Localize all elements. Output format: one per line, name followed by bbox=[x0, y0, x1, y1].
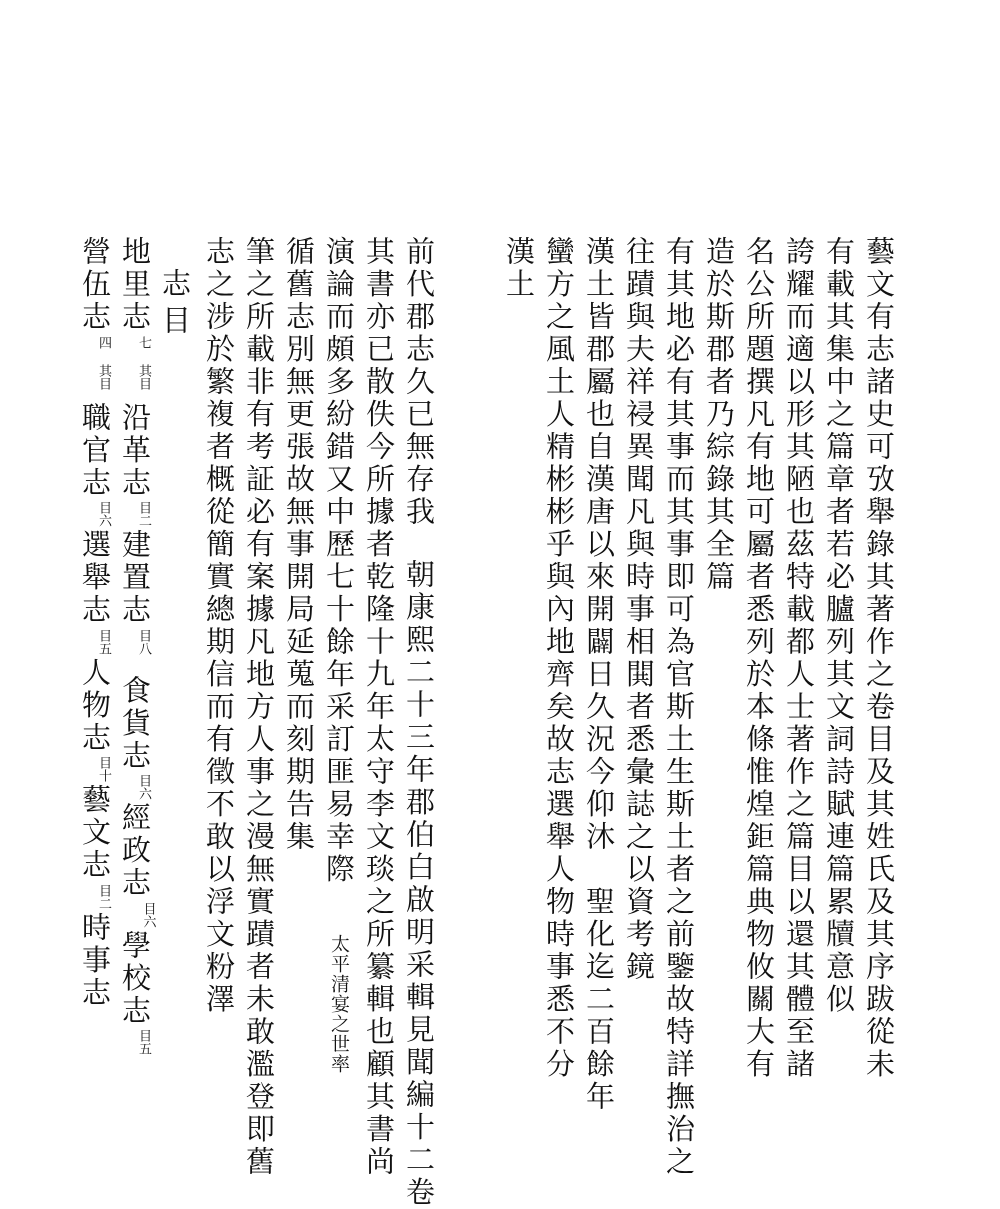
text-column-6: 有其地必有其事而其事即可為官斯土生斯土者之前鑒故特詳撫治之 bbox=[662, 236, 696, 1179]
text-column-1: 藝文有志諸史可攷舉錄其著作之卷目及其姓氏及其序跋從未 bbox=[862, 236, 896, 1081]
toc-note: 目六 bbox=[96, 501, 111, 527]
toc-note: 目六 bbox=[136, 774, 151, 800]
text-column-15: 筆之所載非有考証必有案據凡地方人事之漫無實蹟者未敢濫登即舊 bbox=[242, 236, 276, 1179]
text-segment-small: 太平清宴之世率 bbox=[328, 934, 350, 1074]
text-column-8: 漢土皆郡屬也自漢唐以來開闢日久況今仰沐 聖化迄二百餘年 bbox=[582, 236, 616, 1114]
toc-note: 目六 bbox=[140, 901, 156, 928]
toc-entry: 沿革志 bbox=[118, 401, 152, 499]
toc-entry: 職官志 bbox=[78, 401, 112, 499]
toc-row-2 bbox=[78, 236, 113, 1009]
text-segment: 演論而頗多紛錯又中歷七十餘年采訂匪易幸際 bbox=[322, 236, 356, 886]
toc-note: 七 其目 bbox=[136, 335, 151, 390]
toc-entry: 建置志 bbox=[118, 529, 152, 627]
toc-entry: 地里志 bbox=[118, 236, 152, 334]
toc-note: 四 其目 bbox=[96, 335, 111, 390]
toc-note: 目十 bbox=[96, 756, 111, 782]
text-column-4: 名公所題撰凡有地可屬者悉列於本條惟煌鉅篇典物攸關大有 bbox=[742, 236, 776, 1081]
toc-note: 目八 bbox=[136, 628, 151, 655]
text-column-13 bbox=[322, 236, 356, 1074]
toc-entry: 人物志 bbox=[78, 656, 112, 754]
toc-entry: 選舉志 bbox=[78, 529, 112, 627]
text-column-2: 有載其集中之篇章者若必臚列其文詞詩賦連篇累牘意似 bbox=[822, 236, 856, 1016]
toc-note: 目二 bbox=[96, 883, 111, 910]
text-column-10: 漢土 bbox=[502, 236, 536, 301]
text-column-3: 誇耀而適以形其陋也茲特載都人士著作之篇目以還其體至諸 bbox=[782, 236, 816, 1081]
text-column-11 bbox=[402, 236, 436, 1209]
toc-heading: 志目 bbox=[158, 268, 192, 342]
toc-entry: 藝文志 bbox=[78, 784, 112, 882]
text-column-7: 往蹟與夫祥祲異聞凡與時事相閧者悉彙誌之以資考鏡 bbox=[622, 236, 656, 984]
toc-entry: 營伍志 bbox=[78, 236, 112, 334]
toc-entry: 經政志 bbox=[118, 802, 152, 900]
toc-entry: 食貨志 bbox=[118, 674, 152, 772]
toc-entry: 學校志 bbox=[118, 929, 152, 1027]
text-column-14: 循舊志別無更張故無事開局延蒐而刻期告集 bbox=[282, 236, 316, 854]
toc-note: 目五 bbox=[96, 628, 111, 655]
toc-note: 目二 bbox=[136, 501, 151, 527]
text-column-5: 造於斯郡者乃綜錄其全篇 bbox=[702, 236, 736, 594]
text-segment: 朝康熙二十三年郡伯白啟明采輯見聞編十二卷 bbox=[402, 558, 436, 1209]
text-segment: 前代郡志久已無存我 bbox=[402, 236, 436, 529]
text-column-12: 其書亦已散佚今所據者乾隆十九年太守李文琰之所纂輯也顧其書尚 bbox=[362, 236, 396, 1179]
toc-row-1 bbox=[118, 236, 158, 1057]
toc-entry: 時事志 bbox=[78, 911, 112, 1009]
text-column-9: 蠻方之風土人精彬彬乎與內地齊矣故志選舉人物時事悉不分 bbox=[542, 236, 576, 1081]
text-column-16: 志之涉於繁複者概從簡實總期信而有徵不敢以浮文粉澤 bbox=[202, 236, 236, 1016]
toc-note: 目五 bbox=[136, 1029, 151, 1055]
